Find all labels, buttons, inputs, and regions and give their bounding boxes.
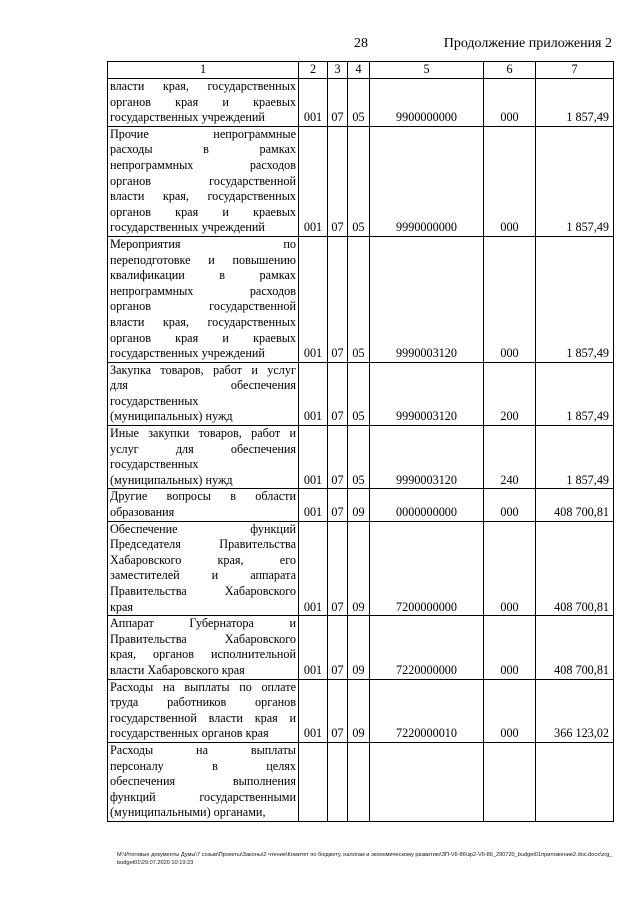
table-row	[108, 236, 614, 362]
continuation-label: Продолжение приложения 2	[443, 36, 612, 51]
amount-cell: 1 857,49	[536, 426, 614, 489]
amount-cell: 408 700,81	[536, 521, 614, 616]
section-code-cell: 07	[328, 489, 348, 521]
row-name-line: (муниципальных) нужд	[110, 472, 233, 487]
chapter-code-cell: 001	[299, 126, 328, 236]
row-name-cell	[108, 679, 299, 742]
section-code-cell: 07	[328, 126, 348, 236]
row-name-line: заместителей и аппарата	[110, 568, 296, 583]
row-name-line: Правительства Хабаровского	[110, 631, 296, 646]
target-article-cell: 9990003120	[370, 362, 484, 425]
section-code-cell: 07	[328, 362, 348, 425]
row-name-line: Расходы на выплаты	[110, 742, 296, 757]
expense-type-cell: 000	[484, 521, 536, 616]
column-header: 3	[328, 62, 348, 79]
subsection-code-cell: 09	[348, 616, 370, 679]
table-row	[108, 742, 614, 821]
section-code-cell: 07	[328, 426, 348, 489]
amount-cell	[536, 742, 614, 821]
row-name-line: государственных органов края	[110, 726, 269, 741]
row-name-line: (муниципальными) органами,	[110, 805, 266, 820]
row-name-line: государственных учреждений	[110, 110, 265, 125]
amount-cell: 1 857,49	[536, 362, 614, 425]
amount-cell: 366 123,02	[536, 679, 614, 742]
row-name-line: власти края, государственных	[110, 314, 296, 329]
row-name-line: квалификации в рамках	[110, 268, 296, 283]
column-header: 2	[299, 62, 328, 79]
table-row	[108, 489, 614, 521]
target-article-cell: 7220000010	[370, 679, 484, 742]
amount-cell: 1 857,49	[536, 79, 614, 127]
subsection-code-cell: 05	[348, 362, 370, 425]
column-header: 4	[348, 62, 370, 79]
column-header: 7	[536, 62, 614, 79]
chapter-code-cell: 001	[299, 236, 328, 362]
column-header: 1	[108, 62, 299, 79]
row-name-line: непрограммных расходов	[110, 157, 296, 172]
row-name-line: обеспечения выполнения	[110, 774, 296, 789]
target-article-cell: 0000000000	[370, 489, 484, 521]
expense-type-cell: 000	[484, 126, 536, 236]
page-number: 28	[354, 36, 368, 51]
subsection-code-cell: 05	[348, 79, 370, 127]
row-name-cell	[108, 616, 299, 679]
subsection-code-cell: 09	[348, 521, 370, 616]
target-article-cell: 7220000000	[370, 616, 484, 679]
column-header: 6	[484, 62, 536, 79]
target-article-cell: 9900000000	[370, 79, 484, 127]
chapter-code-cell: 001	[299, 679, 328, 742]
column-header: 5	[370, 62, 484, 79]
subsection-code-cell: 05	[348, 236, 370, 362]
row-name-line: Закупка товаров, работ и услуг	[110, 362, 296, 377]
row-name-line: Другие вопросы в области	[110, 489, 296, 504]
row-name-line: непрограммных расходов	[110, 283, 296, 298]
table-row	[108, 362, 614, 425]
amount-cell: 1 857,49	[536, 126, 614, 236]
row-name-line: государственной власти края и	[110, 710, 296, 725]
expense-type-cell: 000	[484, 679, 536, 742]
expense-type-cell: 000	[484, 236, 536, 362]
row-name-line: органов края и краевых	[110, 94, 296, 109]
row-name-line: расходы в рамках	[110, 142, 296, 157]
row-name-cell	[108, 362, 299, 425]
row-name-line: Хабаровского края, его	[110, 552, 296, 567]
expense-type-cell: 240	[484, 426, 536, 489]
row-name-line: Расходы на выплаты по оплате	[110, 679, 296, 694]
footer-file-path: M:\Итоговые документы Думы\7 созыв\Проекты\Законы\2 чтение\Комитет по бюджету, налогам и экономическому развитию\ЗП-VII-86\зр2-VII-86_290720_budget01приложение2.doc.docx\zrg_budget01\29.07.2020 10:19:23	[117, 852, 613, 866]
row-name-cell	[108, 236, 299, 362]
row-name-line: Мероприятия по	[110, 236, 296, 251]
amount-cell: 408 700,81	[536, 489, 614, 521]
chapter-code-cell: 001	[299, 489, 328, 521]
subsection-code-cell: 05	[348, 126, 370, 236]
expense-type-cell: 200	[484, 362, 536, 425]
subsection-code-cell: 05	[348, 426, 370, 489]
table-row	[108, 679, 614, 742]
row-name-line: государственных учреждений	[110, 346, 265, 361]
row-name-line: (муниципальных) нужд	[110, 409, 233, 424]
row-name-line: органов края и краевых	[110, 204, 296, 219]
row-name-line: Иные закупки товаров, работ и	[110, 426, 296, 441]
row-name-line: Обеспечение функций	[110, 521, 296, 536]
row-name-cell	[108, 489, 299, 521]
chapter-code-cell	[299, 742, 328, 821]
row-name-line: государственных учреждений	[110, 220, 265, 235]
row-name-cell	[108, 426, 299, 489]
section-code-cell: 07	[328, 521, 348, 616]
row-name-line: функций государственными	[110, 789, 296, 804]
row-name-line: органов государственной	[110, 173, 296, 188]
table-row	[108, 616, 614, 679]
target-article-cell: 9990003120	[370, 426, 484, 489]
row-name-cell	[108, 742, 299, 821]
row-name-cell	[108, 521, 299, 616]
expense-type-cell	[484, 742, 536, 821]
row-name-line: для обеспечения	[110, 378, 296, 393]
table-row	[108, 126, 614, 236]
chapter-code-cell: 001	[299, 521, 328, 616]
row-name-line: переподготовке и повышению	[110, 252, 296, 267]
subsection-code-cell: 09	[348, 679, 370, 742]
row-name-cell	[108, 126, 299, 236]
row-name-line: Председателя Правительства	[110, 537, 296, 552]
subsection-code-cell: 09	[348, 489, 370, 521]
chapter-code-cell: 001	[299, 426, 328, 489]
row-name-line: края	[110, 599, 134, 614]
row-name-line: Аппарат Губернатора и	[110, 616, 296, 631]
row-name-line: персоналу в целях	[110, 758, 296, 773]
expense-type-cell: 000	[484, 79, 536, 127]
amount-cell: 408 700,81	[536, 616, 614, 679]
row-name-line: Правительства Хабаровского	[110, 584, 296, 598]
table-row	[108, 426, 614, 489]
row-name-line: края, органов исполнительной	[110, 647, 296, 662]
row-name-line: власти края, государственных	[110, 79, 296, 93]
table-row	[108, 521, 614, 616]
row-name-line: Прочие непрограммные	[110, 126, 296, 141]
row-name-line: власти Хабаровского края	[110, 662, 245, 677]
expense-type-cell: 000	[484, 616, 536, 679]
section-code-cell: 07	[328, 616, 348, 679]
section-code-cell	[328, 742, 348, 821]
row-name-line: органов края и краевых	[110, 330, 296, 345]
table-header-row	[108, 62, 614, 79]
table-row	[108, 79, 614, 127]
row-name-line: образования	[110, 505, 175, 520]
row-name-line: государственных	[110, 457, 199, 472]
subsection-code-cell	[348, 742, 370, 821]
section-code-cell: 07	[328, 679, 348, 742]
chapter-code-cell: 001	[299, 616, 328, 679]
chapter-code-cell: 001	[299, 362, 328, 425]
row-name-line: органов государственной	[110, 299, 296, 314]
row-name-line: государственных	[110, 393, 199, 408]
target-article-cell: 9990003120	[370, 236, 484, 362]
row-name-cell	[108, 79, 299, 127]
section-code-cell: 07	[328, 236, 348, 362]
chapter-code-cell: 001	[299, 79, 328, 127]
target-article-cell	[370, 742, 484, 821]
target-article-cell: 9990000000	[370, 126, 484, 236]
expense-type-cell: 000	[484, 489, 536, 521]
target-article-cell: 7200000000	[370, 521, 484, 616]
section-code-cell: 07	[328, 79, 348, 127]
amount-cell: 1 857,49	[536, 236, 614, 362]
row-name-line: труда работников органов	[110, 695, 296, 710]
row-name-line: услуг для обеспечения	[110, 441, 296, 456]
row-name-line: власти края, государственных	[110, 189, 296, 204]
budget-table	[107, 61, 614, 822]
